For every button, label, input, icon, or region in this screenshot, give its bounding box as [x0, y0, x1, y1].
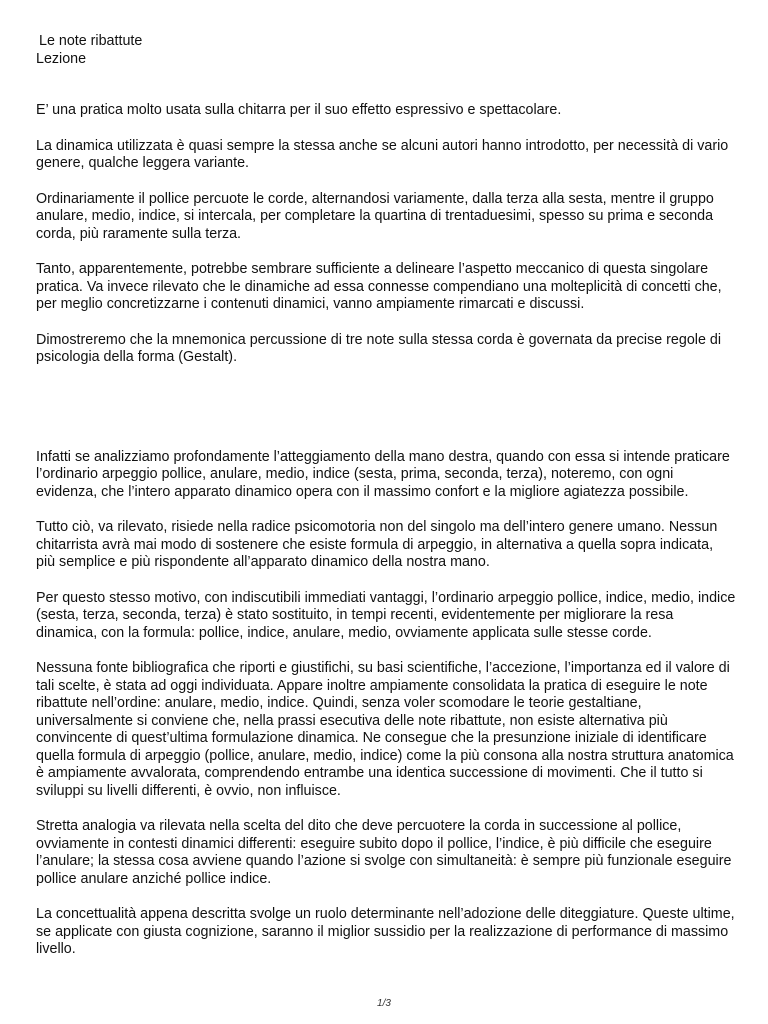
- paragraph-4: Tanto, apparentemente, potrebbe sembrare sufficiente a delineare l’aspetto meccanico di questa singolare pratica. Va invece rilevato che le dinamiche ad essa connesse compendiano una molteplicità di concetti che, per meglio concretizzarne i contenuti dinamici, vanno ampiamente rimarcati e discussi.: [36, 261, 722, 312]
- paragraph-10: Stretta analogia va rilevata nella scelta del dito che deve percuotere la corda in successione al pollice, ovviamente in contesti dinamici differenti: eseguire subito dopo il pollice, l’indice, è più difficile che eseguire l’anulare; la stessa cosa avviene quando l’azione si svolge con simultaneità: è sempre più funzionale eseguire pollice anulare anziché pollice indice.: [36, 818, 732, 887]
- paragraph-9: Nessuna fonte bibliografica che riporti e giustifichi, su basi scientifiche, l’accezione, l’importanza ed il valore di tali scelte, è stata ad oggi individuata. Appare inoltre ampiamente consolidata la pratica di eseguire le note ribattute nell’ordine: anulare, medio, indice. Quindi, senza voler scomodare le teorie gestaltiane, universalmente si conviene che, nella prassi esecutiva delle note ribattute, non esiste alternativa più convincente di quest’ultima formulazione dinamica. Ne consegue che la presunzione iniziale di identificare quella formula di arpeggio (pollice, anulare, medio, indice) come la più consona alla nostra struttura anatomica è ampiamente avvalorata, comprendendo entrambe una identica successione di movimenti. Che il tutto si sviluppi su livelli differenti, è ovvio, non influisce.: [36, 660, 734, 799]
- document-subtitle: Lezione: [36, 51, 87, 67]
- paragraph-1: E’ una pratica molto usata sulla chitarra per il suo effetto espressivo e spettacolare.: [36, 102, 562, 118]
- spacer: [36, 68, 736, 102]
- paragraph-6: Infatti se analizziamo profondamente l’atteggiamento della mano destra, quando con essa si intende praticare l’ordinario arpeggio pollice, anulare, medio, indice (sesta, prima, seconda, terza), noteremo, con ogni evidenza, che l’intero apparato dinamico opera con il massimo confort e la migliore agiatezza possibile.: [36, 448, 730, 500]
- page-number: 1/3: [377, 998, 391, 1009]
- document-title: Le note ribattute: [39, 33, 143, 49]
- paragraph-5: Dimostreremo che la mnemonica percussione di tre note sulla stessa corda è governata da precise regole di psicologia della forma (Gestalt).: [36, 331, 722, 365]
- paragraph-3: Ordinariamente il pollice percuote le corde, alternandosi variamente, dalla terza alla sesta, mentre il gruppo anulare, medio, indice, si intercala, per completare la quartina di trentaduesimi, spesso su prima e seconda corda, più raramente sulla terza.: [36, 190, 714, 242]
- section-break: [36, 367, 736, 449]
- document-page: [36, 32, 736, 959]
- paragraph-2: La dinamica utilizzata è quasi sempre la stessa anche se alcuni autori hanno introdotto, per necessità di vario genere, qualche leggera variante.: [36, 137, 729, 171]
- paragraph-11: La concettualità appena descritta svolge un ruolo determinante nell’adozione delle diteggiature. Queste ultime, se applicate con giusta cognizione, saranno il miglior sussidio per la realizzazione di performance di massimo livello.: [36, 906, 735, 957]
- paragraph-8: Per questo stesso motivo, con indiscutibili immediati vantaggi, l’ordinario arpeggio pollice, indice, medio, indice (sesta, terza, seconda, terza) è stato sostituito, in tempi recenti, evidentemente per migliorare la resa dinamica, con la formula: pollice, indice, anulare, medio, ovviamente applicata sulle stesse corde.: [36, 589, 736, 641]
- paragraph-7: Tutto ciò, va rilevato, risiede nella radice psicomotoria non del singolo ma dell’intero genere umano. Nessun chitarrista avrà mai modo di sostenere che esiste formula di arpeggio, in alternativa a quella sopra indicata, più semplice e più rispondente all’apparato dinamico della nostra mano.: [36, 519, 718, 570]
